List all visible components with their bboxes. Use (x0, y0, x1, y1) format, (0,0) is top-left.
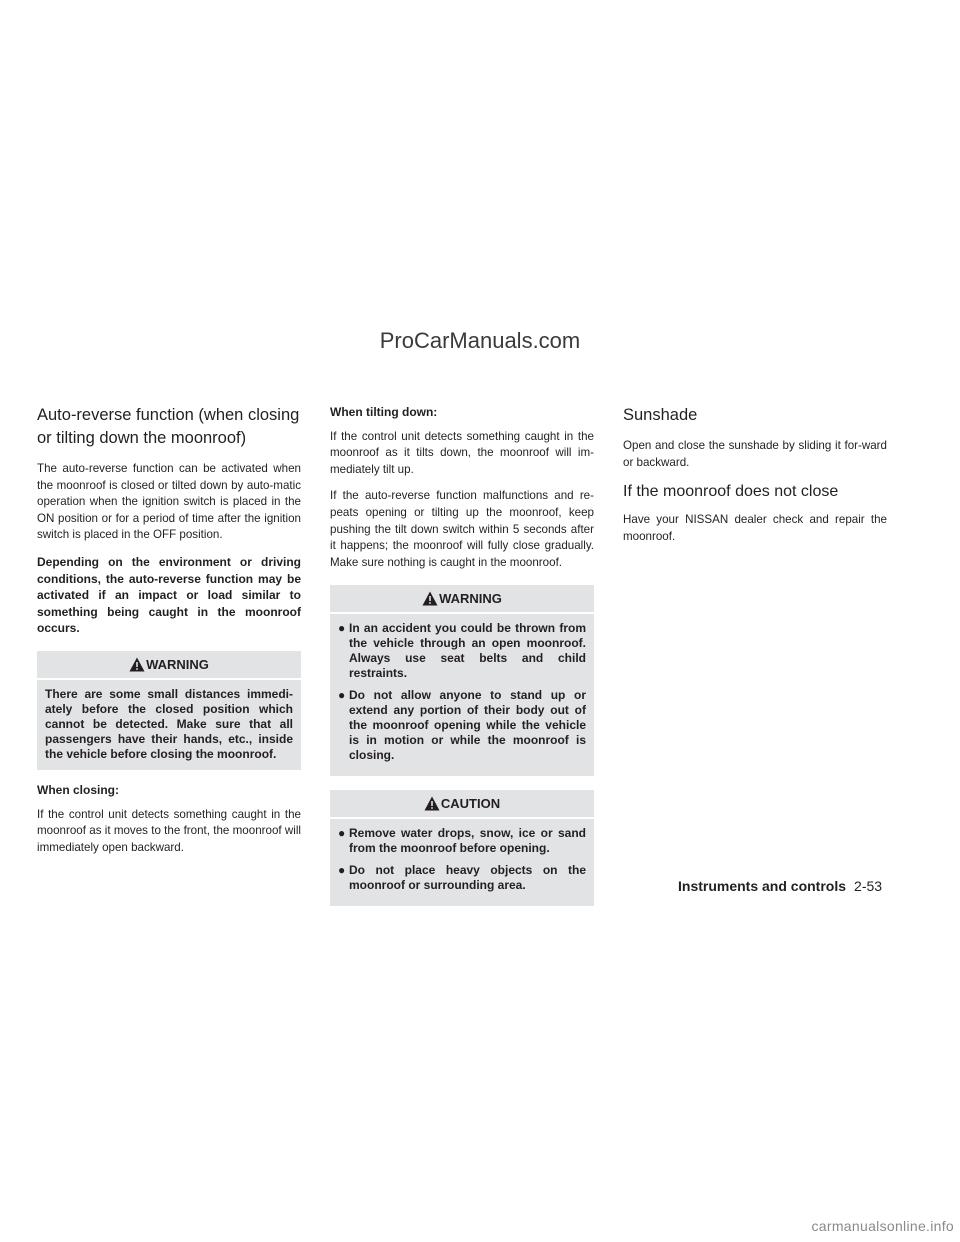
heading-when-tilting-down: When tilting down: (330, 405, 438, 419)
watermark-carmanualsonline: carmanualsonline.info (811, 1218, 954, 1234)
paragraph-malfunction: If the auto-reverse function malfunctions and re-peats opening or tilting up the moonroof, keep pushing the tilt down switch within 5 seconds after it happens; the moonroof will fully close gradually. Make sure nothing is caught in the moonroof. (330, 489, 594, 569)
warning-header (330, 585, 594, 614)
caution-list-item: ● Do not place heavy objects on the moonroof or surrounding area. (338, 863, 586, 893)
warning-triangle-icon (129, 657, 145, 672)
bullet-icon: ● (338, 863, 346, 878)
page-footer (678, 878, 882, 894)
warning-text: There are some small distances immedi-ately before the closed position which cannot be detected. Make sure that all passengers have their hands, etc., inside the vehicle before closing the moonroof. (45, 686, 293, 761)
caution-header (330, 790, 594, 819)
column-right (623, 404, 887, 555)
caution-list (330, 826, 594, 893)
heading-when-closing: When closing: (37, 782, 119, 797)
warning-triangle-icon (422, 591, 438, 606)
watermark-procarmanuals: ProCarManuals.com (379, 328, 581, 353)
warning-label: WARNING (146, 656, 209, 672)
column-middle (330, 404, 594, 918)
warning-box-accident (330, 585, 594, 776)
paragraph-tilting-down: If the control unit detects something caught in the moonroof as it tilts down, the moonroof will im-mediately tilt up. (330, 429, 594, 476)
page-number: 2-53 (854, 878, 883, 894)
caution-box (330, 790, 594, 906)
warning-box-small-distances (37, 651, 301, 770)
bullet-icon: ● (338, 621, 346, 636)
paragraph-auto-reverse-intro: The auto-reverse function can be activated when the moonroof is closed or tilted down by auto-matic operation when the ignition switch is placed in the ON position or for a period of time after the ignition switch is placed in the OFF position. (37, 462, 301, 542)
warning-label: WARNING (439, 591, 502, 607)
paragraph-auto-reverse-conditions: Depending on the environment or driving conditions, the auto-reverse function may be activated if an impact or load similar to something being caught in the moonroof occurs. (37, 554, 301, 636)
column-left (37, 404, 301, 866)
section-title-auto-reverse: Auto-reverse function (when closing or tilting down the moonroof) (37, 406, 300, 447)
caution-label: CAUTION (440, 796, 501, 812)
warning-list-item: ● In an accident you could be thrown from the vehicle through an open moonroof. Always use seat belts and child restraints. (338, 621, 586, 681)
warning-list-item: ● Do not allow anyone to stand up or extend any portion of their body out of the moonroof opening while the vehicle is in motion or while the moonroof is closing. (338, 688, 586, 763)
warning-list (330, 621, 594, 763)
footer-section-title: Instruments and controls (678, 878, 847, 894)
warning-header (37, 651, 301, 680)
paragraph-when-closing: If the control unit detects something caught in the moonroof as it moves to the front, the moonroof will immediately open backward. (37, 807, 301, 854)
paragraph-sunshade: Open and close the sunshade by sliding it for-ward or backward. (623, 439, 887, 469)
bullet-icon: ● (338, 688, 346, 703)
bullet-icon: ● (338, 826, 346, 841)
section-title-moonroof-not-close: If the moonroof does not close (623, 483, 839, 501)
paragraph-moonroof-not-close: Have your NISSAN dealer check and repair the moonroof. (623, 513, 887, 543)
caution-triangle-icon (424, 796, 440, 811)
section-title-sunshade: Sunshade (623, 406, 698, 424)
caution-list-item: ● Remove water drops, snow, ice or sand from the moonroof before opening. (338, 826, 586, 856)
